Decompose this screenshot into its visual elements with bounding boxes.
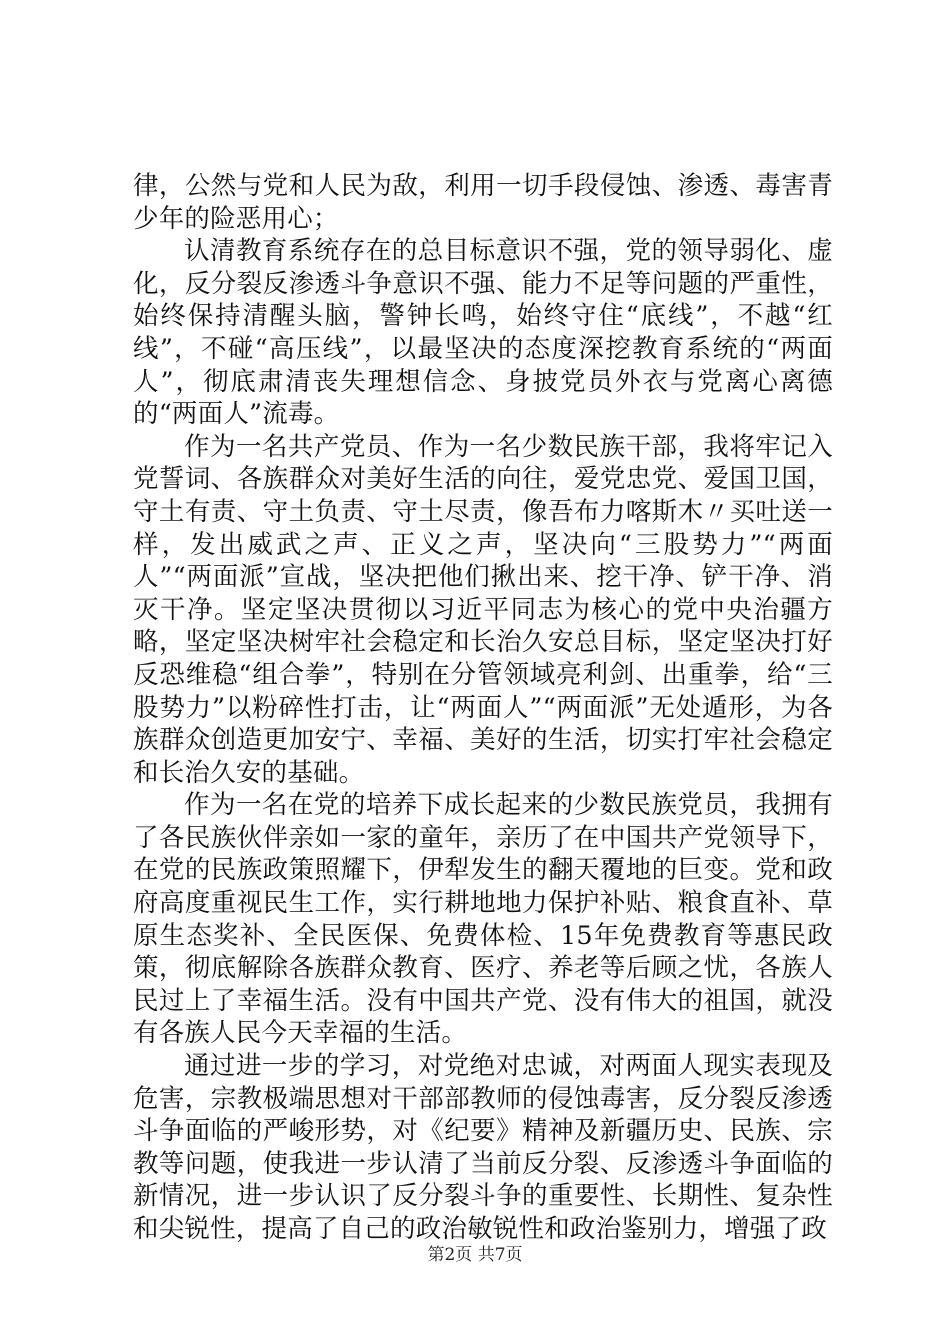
paragraph-1: 律，公然与党和人民为敌，利用一切手段侵蚀、渗透、毒害青少年的险恶用心； — [133, 171, 833, 234]
paragraph-4: 作为一名在党的培养下成长起来的少数民族党员，我拥有了各民族伙伴亲如一家的童年，亲历了在中国共产党领导下，在党的民族政策照耀下，伊犁发生的翻天覆地的巨变。党和政府高度重视民生工作，实行耕地地力保护补贴、粮食直补、草原生态奖补、全民医保、免费体检、15年免费教育等惠民政策，彻底解除各族群众教育、医疗、养老等后顾之忧，各族人民过上了幸福生活。没有中国共产党、没有伟大的祖国，就没有各族人民今天幸福的生活。 — [133, 790, 833, 1049]
paragraph-2: 认清教育系统存在的总目标意识不强，党的领导弱化、虚化，反分裂反渗透斗争意识不强、能力不足等问题的严重性，始终保持清醒头脑，警钟长鸣，始终守住“底线”，不越“红线”，不碰“高压线”，以最坚决的态度深挖教育系统的“两面人”，彻底肃清丧失理想信念、身披党员外衣与党离心离德的“两面人”流毒。 — [133, 236, 833, 430]
paragraph-5: 通过进一步的学习，对党绝对忠诚，对两面人现实表现及危害，宗教极端思想对干部部教师的侵蚀毒害，反分裂反渗透斗争面临的严峻形势，对《纪要》精神及新疆历史、民族、宗教等问题，使我进一步认清了当前反分裂、反渗透斗争面临的新情况，进一步认识了反分裂斗争的重要性、长期性、复杂性和尖锐性，提高了自己的政治敏锐性和政治鉴别力，增强了政 — [133, 1051, 833, 1244]
page-number-footer: 第2页 共7页 — [427, 1245, 523, 1265]
paragraph-3: 作为一名共产党员、作为一名少数民族干部，我将牢记入党誓词、各族群众对美好生活的向往，爱党忠党、爱国卫国，守土有责、守土负责、守土尽责，像吾布力喀斯木〃买吐送一样，发出威武之声、正义之声，坚决向“三股势力”“两面人”“两面派”宣战，坚决把他们揪出来、挖干净、铲干净、消灭干净。坚定坚决贯彻以习近平同志为核心的党中央治疆方略，坚定坚决树牢社会稳定和长治久安总目标，坚定坚决打好反恐维稳“组合拳”，特别在分管领域亮利剑、出重拳，给“三股势力”以粉碎性打击，让“两面人”“两面派”无处遁形，为各族群众创造更加安宁、幸福、美好的生活，切实打牢社会稳定和长治久安的基础。 — [133, 431, 833, 788]
document-body — [133, 170, 833, 1246]
